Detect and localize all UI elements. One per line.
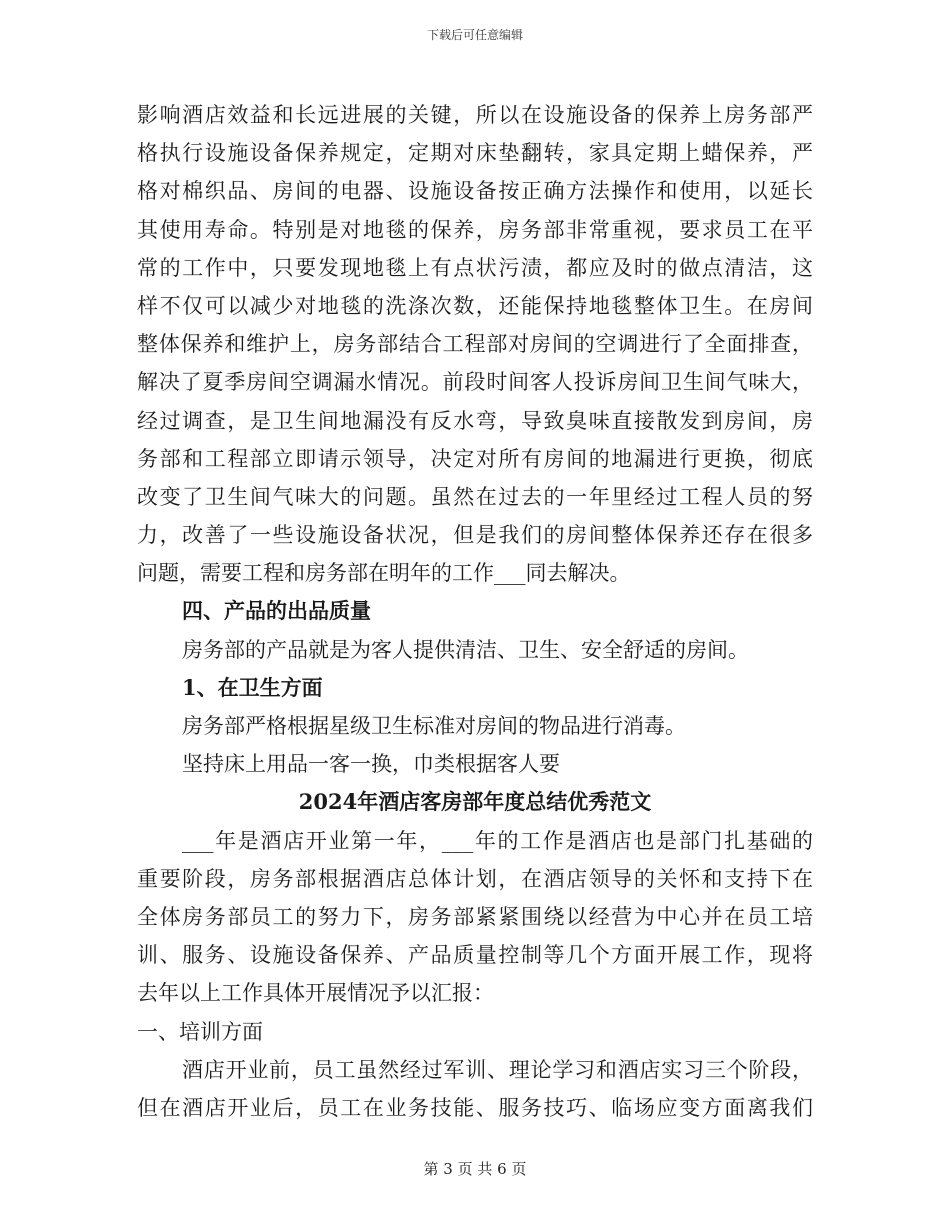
section-heading-product-quality: 四、产品的出品质量 [182, 598, 371, 624]
text-line: 力，改善了一些设施设备状况，但是我们的房间整体保养还存在很多 [137, 523, 813, 548]
text-line: 务部和工程部立即请示领导，决定对所有房间的地漏进行更换，彻底 [137, 446, 813, 471]
text-line: 格对棉织品、房间的电器、设施设备按正确方法操作和使用，以延长 [137, 179, 813, 204]
section-heading-training: 一、培训方面 [137, 1019, 263, 1044]
text-line: ___年是酒店开业第一年，___年的工作是酒店也是部门扎基础的 [182, 828, 813, 853]
paragraph-hygiene-linen: 坚持床上用品一客一换，巾类根据客人要 [182, 752, 560, 777]
facility-maintenance-paragraph [137, 96, 813, 592]
document-title: 2024年酒店客房部年度总结优秀范文 [298, 789, 652, 815]
paragraph-products: 房务部的产品就是为客人提供清洁、卫生、安全舒适的房间。 [182, 637, 749, 662]
text-line: 样不仅可以减少对地毯的洗涤次数，还能保持地毯整体卫生。在房间 [137, 293, 813, 318]
text-line: 改变了卫生间气味大的问题。虽然在过去的一年里经过工程人员的努 [137, 484, 813, 509]
text-line: 整体保养和维护上，房务部结合工程部对房间的空调进行了全面排查， [137, 332, 813, 357]
text-line: 但在酒店开业后，员工在业务技能、服务技巧、临场应变方面离我们 [137, 1095, 813, 1120]
text-line: 重要阶段，房务部根据酒店总体计划，在酒店领导的关怀和支持下在 [137, 866, 813, 891]
subsection-heading-hygiene: 1、在卫生方面 [182, 674, 323, 700]
paragraph-hygiene-disinfection: 房务部严格根据星级卫生标准对房间的物品进行消毒。 [182, 714, 686, 738]
text-line: 影响酒店效益和长远进展的关键，所以在设施设备的保养上房务部严 [137, 103, 813, 127]
text-line: 常的工作中，只要发现地毯上有点状污渍，都应及时的做点清洁，这 [137, 255, 813, 280]
text-line: 其使用寿命。特别是对地毯的保养，房务部非常重视，要求员工在平 [137, 217, 813, 242]
text-line: 格执行设施设备保养规定，定期对床垫翻转，家具定期上蜡保养，严 [137, 141, 813, 166]
text-line: 问题，需要工程和房务部在明年的工作___同去解决。 [137, 561, 631, 586]
page-header: 下载后可任意编辑 [426, 28, 523, 42]
text-line: 训、服务、设施设备保养、产品质量控制等几个方面开展工作，现将 [137, 943, 813, 968]
text-line: 经过调查，是卫生间地漏没有反水弯，导致臭味直接散发到房间，房 [137, 408, 813, 433]
text-line: 酒店开业前，员工虽然经过军训、理论学习和酒店实习三个阶段， [182, 1057, 813, 1082]
intro-paragraph [137, 822, 813, 1013]
text-line: 去年以上工作具体开展情况予以汇报： [137, 981, 494, 1006]
page-number: 第 3 页 共 6 页 [423, 1160, 527, 1178]
document-body [137, 96, 813, 1127]
training-paragraph [137, 1051, 813, 1127]
text-line: 解决了夏季房间空调漏水情况。前段时间客人投诉房间卫生间气味大， [137, 370, 813, 395]
text-line: 全体房务部员工的努力下，房务部紧紧围绕以经营为中心并在员工培 [137, 904, 813, 929]
